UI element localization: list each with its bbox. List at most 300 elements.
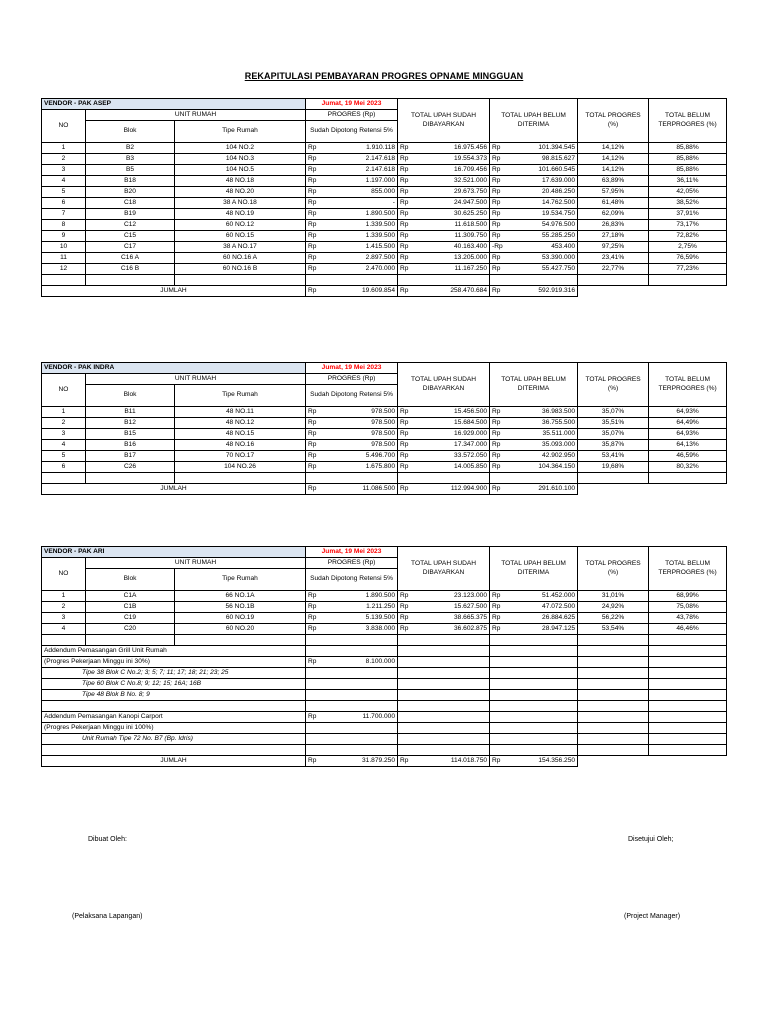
row-total-sudah: 16.929.000 — [413, 429, 490, 440]
row-progres: 978.500 — [321, 429, 398, 440]
page-title: REKAPITULASI PEMBAYARAN PROGRES OPNAME MINGGUAN — [244, 71, 524, 81]
header-total-progres: TOTAL PROGRES (%) — [578, 99, 649, 143]
rp-label: Rp — [490, 462, 505, 473]
rp-label: Rp — [398, 187, 413, 198]
report-date: Jumat, 19 Mei 2023 — [306, 547, 398, 558]
row-total-belum-progres: 85,88% — [649, 154, 727, 165]
row-total-sudah: 19.554.373 — [413, 154, 490, 165]
jumlah-label: JUMLAH — [42, 484, 306, 495]
rp-label: Rp — [398, 209, 413, 220]
rp-label: Rp — [490, 407, 505, 418]
row-tipe: 48 NO.16 — [175, 440, 306, 451]
row-tipe: 104 NO.5 — [175, 165, 306, 176]
row-total-sudah: 11.618.500 — [413, 220, 490, 231]
header-blok: Blok — [86, 385, 175, 407]
row-total-sudah: 16.975.456 — [413, 143, 490, 154]
row-total-progres: 14,12% — [578, 143, 649, 154]
row-no: 7 — [42, 209, 86, 220]
row-progres: 2.470.000 — [321, 264, 398, 275]
addendum-grill-detail: Tipe 48 Blok B No. 8; 9 — [42, 690, 306, 701]
row-no: 3 — [42, 613, 86, 624]
rp-label: Rp — [306, 712, 321, 723]
rp-label: Rp — [398, 613, 413, 624]
table-row — [42, 613, 727, 624]
row-tipe: 48 NO.11 — [175, 407, 306, 418]
row-total-belum-progres: 37,91% — [649, 209, 727, 220]
row-total-progres: 97,25% — [578, 242, 649, 253]
row-total-belum: 98.815.627 — [505, 154, 578, 165]
jumlah-sudah: 112.994.900 — [413, 484, 490, 495]
rp-label: Rp — [398, 154, 413, 165]
row-total-progres: 22,77% — [578, 264, 649, 275]
rp-label: Rp — [306, 484, 321, 495]
row-total-belum: 26.884.625 — [505, 613, 578, 624]
rp-label: Rp — [306, 220, 321, 231]
header-tipe: Tipe Rumah — [175, 569, 306, 591]
rp-label: Rp — [490, 418, 505, 429]
header-total-sudah: TOTAL UPAH SUDAH DIBAYARKAN — [398, 363, 490, 407]
row-total-sudah: 30.625.250 — [413, 209, 490, 220]
row-total-belum: 54.976.500 — [505, 220, 578, 231]
row-total-belum-progres: 64,93% — [649, 429, 727, 440]
rp-label: Rp — [490, 264, 505, 275]
header-total-belum: TOTAL UPAH BELUM DITERIMA — [490, 99, 578, 143]
row-progres: 2.147.618 — [321, 165, 398, 176]
rp-label: Rp — [306, 242, 321, 253]
row-progres: 1.197.000 — [321, 176, 398, 187]
row-blok: C1B — [86, 602, 175, 613]
row-tipe: 48 NO.20 — [175, 187, 306, 198]
rp-label: Rp — [490, 451, 505, 462]
rp-label: Rp — [398, 602, 413, 613]
row-progres: 1.675.800 — [321, 462, 398, 473]
rp-label: Rp — [398, 143, 413, 154]
header-tipe: Tipe Rumah — [175, 385, 306, 407]
row-progres: 1.339.500 — [321, 220, 398, 231]
rp-label: Rp — [398, 165, 413, 176]
jumlah-belum: 291.610.100 — [505, 484, 578, 495]
rp-label: Rp — [398, 462, 413, 473]
row-total-progres: 19,68% — [578, 462, 649, 473]
row-total-progres: 35,07% — [578, 407, 649, 418]
rp-label: Rp — [490, 591, 505, 602]
row-blok: C26 — [86, 462, 175, 473]
rp-label: -Rp — [490, 242, 505, 253]
vendor-rows — [42, 143, 727, 275]
row-total-belum: 20.486.250 — [505, 187, 578, 198]
rp-label: Rp — [306, 602, 321, 613]
jumlah-sudah: 258.470.684 — [413, 286, 490, 297]
header-blok: Blok — [86, 569, 175, 591]
rp-label: Rp — [398, 198, 413, 209]
rp-label: Rp — [398, 231, 413, 242]
rp-label: Rp — [490, 165, 505, 176]
rp-label: Rp — [398, 451, 413, 462]
row-total-belum: 101.660.545 — [505, 165, 578, 176]
row-progres: 3.838.000 — [321, 624, 398, 635]
row-no: 8 — [42, 220, 86, 231]
row-tipe: 48 NO.18 — [175, 176, 306, 187]
row-total-sudah: 15.627.500 — [413, 602, 490, 613]
addendum-grill-title: Addendum Pemasangan Grill Unit Rumah — [42, 646, 306, 657]
row-progres: 978.500 — [321, 440, 398, 451]
rp-label: Rp — [398, 440, 413, 451]
table-row — [42, 602, 727, 613]
row-total-sudah: 15.456.500 — [413, 407, 490, 418]
header-no: NO — [42, 374, 86, 407]
header-unit-rumah: UNIT RUMAH — [86, 558, 306, 569]
row-total-progres: 35,07% — [578, 429, 649, 440]
report-date: Jumat, 19 Mei 2023 — [306, 99, 398, 110]
header-no: NO — [42, 110, 86, 143]
row-blok: C1A — [86, 591, 175, 602]
row-total-belum-progres: 42,05% — [649, 187, 727, 198]
rp-label: Rp — [306, 187, 321, 198]
row-total-sudah: 24.947.500 — [413, 198, 490, 209]
rp-label: Rp — [398, 591, 413, 602]
header-unit-rumah: UNIT RUMAH — [86, 374, 306, 385]
row-progres: 978.500 — [321, 407, 398, 418]
row-total-belum: 36.755.500 — [505, 418, 578, 429]
row-blok: C16 A — [86, 253, 175, 264]
row-progres: 1.415.500 — [321, 242, 398, 253]
row-total-sudah: 15.684.500 — [413, 418, 490, 429]
rp-label: Rp — [398, 264, 413, 275]
row-blok: B15 — [86, 429, 175, 440]
rp-label: Rp — [490, 613, 505, 624]
row-total-progres: 14,12% — [578, 154, 649, 165]
row-total-progres: 61,48% — [578, 198, 649, 209]
row-no: 11 — [42, 253, 86, 264]
signature-project-manager: (Project Manager) — [624, 913, 681, 920]
row-total-belum-progres: 38,52% — [649, 198, 727, 209]
row-tipe: 48 NO.12 — [175, 418, 306, 429]
rp-label: Rp — [306, 756, 321, 767]
header-total-sudah: TOTAL UPAH SUDAH DIBAYARKAN — [398, 99, 490, 143]
addendum-grill-progress: (Progres Pekerjaan Minggu ini 30%) — [42, 657, 306, 668]
rp-label: Rp — [490, 176, 505, 187]
row-total-belum: 19.534.750 — [505, 209, 578, 220]
rp-label: Rp — [490, 209, 505, 220]
header-total-belum: TOTAL UPAH BELUM DITERIMA — [490, 363, 578, 407]
table-row — [42, 451, 727, 462]
table-row — [42, 264, 727, 275]
rp-label: Rp — [306, 165, 321, 176]
table-row — [42, 187, 727, 198]
rp-label: Rp — [306, 253, 321, 264]
rp-label: Rp — [306, 198, 321, 209]
rp-label: Rp — [398, 418, 413, 429]
row-total-belum: 35.093.000 — [505, 440, 578, 451]
row-total-belum: 104.364.150 — [505, 462, 578, 473]
rp-label: Rp — [398, 220, 413, 231]
rp-label: Rp — [306, 264, 321, 275]
rp-label: Rp — [306, 591, 321, 602]
rp-label: Rp — [398, 429, 413, 440]
row-total-belum-progres: 77,23% — [649, 264, 727, 275]
row-blok: C19 — [86, 613, 175, 624]
row-blok: C18 — [86, 198, 175, 209]
row-blok: B3 — [86, 154, 175, 165]
row-no: 5 — [42, 187, 86, 198]
row-total-belum-progres: 64,93% — [649, 407, 727, 418]
row-total-belum-progres: 85,88% — [649, 143, 727, 154]
table-row — [42, 242, 727, 253]
row-tipe: 104 NO.26 — [175, 462, 306, 473]
row-total-belum-progres: 75,08% — [649, 602, 727, 613]
jumlah-progres: 19.609.854 — [321, 286, 398, 297]
row-no: 2 — [42, 602, 86, 613]
rp-label: Rp — [306, 451, 321, 462]
vendor-rows — [42, 591, 727, 635]
row-total-progres: 14,12% — [578, 165, 649, 176]
signature-dibuat: Dibuat Oleh: — [88, 836, 127, 843]
row-no: 4 — [42, 624, 86, 635]
rp-label: Rp — [398, 253, 413, 264]
rp-label: Rp — [398, 286, 413, 297]
row-total-belum: 55.427.750 — [505, 264, 578, 275]
row-progres: 5.139.500 — [321, 613, 398, 624]
row-no: 1 — [42, 591, 86, 602]
row-blok: B16 — [86, 440, 175, 451]
rp-label: Rp — [306, 418, 321, 429]
row-total-belum-progres: 68,99% — [649, 591, 727, 602]
rp-label: Rp — [306, 209, 321, 220]
header-total-belum-progres: TOTAL BELUM TERPROGRES (%) — [649, 363, 727, 407]
rp-label: Rp — [306, 462, 321, 473]
rp-label: Rp — [306, 286, 321, 297]
rp-label: Rp — [306, 407, 321, 418]
jumlah-label: JUMLAH — [42, 756, 306, 767]
table-row — [42, 154, 727, 165]
row-no: 3 — [42, 429, 86, 440]
row-total-belum-progres: 80,32% — [649, 462, 727, 473]
row-tipe: 60 NO.20 — [175, 624, 306, 635]
header-progres: PROGRES (Rp) — [306, 374, 398, 385]
row-blok: C15 — [86, 231, 175, 242]
jumlah-progres: 31.879.250 — [321, 756, 398, 767]
rp-label: Rp — [490, 231, 505, 242]
rp-label: Rp — [490, 143, 505, 154]
row-total-progres: 57,95% — [578, 187, 649, 198]
vendor-table-asep — [41, 98, 727, 297]
header-total-belum-progres: TOTAL BELUM TERPROGRES (%) — [649, 99, 727, 143]
row-tipe: 70 NO.17 — [175, 451, 306, 462]
row-total-belum: 51.452.000 — [505, 591, 578, 602]
rp-label: Rp — [490, 154, 505, 165]
row-blok: B17 — [86, 451, 175, 462]
row-progres: - — [321, 198, 398, 209]
rp-label: Rp — [490, 440, 505, 451]
rp-label: Rp — [306, 613, 321, 624]
jumlah-progres: 11.086.500 — [321, 484, 398, 495]
jumlah-belum: 154.356.250 — [505, 756, 578, 767]
rp-label: Rp — [490, 624, 505, 635]
row-total-sudah: 33.572.050 — [413, 451, 490, 462]
row-tipe: 66 NO.1A — [175, 591, 306, 602]
row-no: 4 — [42, 176, 86, 187]
row-total-belum-progres: 64,13% — [649, 440, 727, 451]
addendum-grill-detail: Tipe 60 Blok C No.8; 9; 12; 15; 16A; 16B — [42, 679, 306, 690]
rp-label: Rp — [306, 657, 321, 668]
row-no: 2 — [42, 418, 86, 429]
rp-label: Rp — [398, 407, 413, 418]
vendor-table-ari — [41, 546, 727, 767]
row-total-belum-progres: 64,49% — [649, 418, 727, 429]
table-row — [42, 209, 727, 220]
row-total-progres: 35,87% — [578, 440, 649, 451]
row-total-sudah: 13.205.000 — [413, 253, 490, 264]
row-progres: 1.211.250 — [321, 602, 398, 613]
header-total-progres: TOTAL PROGRES (%) — [578, 363, 649, 407]
header-total-progres: TOTAL PROGRES (%) — [578, 547, 649, 591]
row-total-progres: 63,89% — [578, 176, 649, 187]
row-total-sudah: 17.347.000 — [413, 440, 490, 451]
vendor-table-indra — [41, 362, 727, 495]
table-row — [42, 253, 727, 264]
rp-label: Rp — [398, 484, 413, 495]
table-row — [42, 462, 727, 473]
rp-label: Rp — [490, 187, 505, 198]
row-tipe: 60 NO.16 B — [175, 264, 306, 275]
header-no: NO — [42, 558, 86, 591]
row-total-sudah: 29.673.750 — [413, 187, 490, 198]
row-tipe: 38 A NO.17 — [175, 242, 306, 253]
row-blok: C12 — [86, 220, 175, 231]
rp-label: Rp — [490, 253, 505, 264]
header-unit-rumah: UNIT RUMAH — [86, 110, 306, 121]
row-total-progres: 62,09% — [578, 209, 649, 220]
row-total-belum: 28.947.125 — [505, 624, 578, 635]
row-total-belum: 42.902.950 — [505, 451, 578, 462]
row-no: 12 — [42, 264, 86, 275]
row-blok: B19 — [86, 209, 175, 220]
rp-label: Rp — [490, 286, 505, 297]
row-tipe: 60 NO.19 — [175, 613, 306, 624]
rp-label: Rp — [306, 143, 321, 154]
row-total-belum: 17.639.000 — [505, 176, 578, 187]
vendor-name: VENDOR - PAK INDRA — [42, 363, 306, 374]
row-total-belum-progres: 36,11% — [649, 176, 727, 187]
vendor-name: VENDOR - PAK ARI — [42, 547, 306, 558]
rp-label: Rp — [398, 624, 413, 635]
rp-label: Rp — [306, 624, 321, 635]
rp-label: Rp — [490, 429, 505, 440]
rp-label: Rp — [306, 429, 321, 440]
rp-label: Rp — [490, 198, 505, 209]
row-total-belum: 453.400 — [505, 242, 578, 253]
row-tipe: 60 NO.12 — [175, 220, 306, 231]
row-total-belum: 14.762.500 — [505, 198, 578, 209]
row-no: 10 — [42, 242, 86, 253]
row-total-belum-progres: 72,82% — [649, 231, 727, 242]
rp-label: Rp — [306, 154, 321, 165]
row-total-belum-progres: 46,59% — [649, 451, 727, 462]
row-blok: B11 — [86, 407, 175, 418]
addendum-kanopi-amount: 11.700.000 — [321, 712, 398, 723]
row-total-progres: 35,51% — [578, 418, 649, 429]
row-total-belum: 35.511.000 — [505, 429, 578, 440]
row-total-progres: 53,41% — [578, 451, 649, 462]
row-total-belum-progres: 2,75% — [649, 242, 727, 253]
row-blok: B2 — [86, 143, 175, 154]
vendor-name: VENDOR - PAK ASEP — [42, 99, 306, 110]
table-row — [42, 624, 727, 635]
row-tipe: 48 NO.15 — [175, 429, 306, 440]
header-total-sudah: TOTAL UPAH SUDAH DIBAYARKAN — [398, 547, 490, 591]
table-row — [42, 440, 727, 451]
rp-label: Rp — [398, 242, 413, 253]
header-blok: Blok — [86, 121, 175, 143]
header-progres: PROGRES (Rp) — [306, 558, 398, 569]
row-total-belum: 55.285.250 — [505, 231, 578, 242]
header-sudah-dipotong: Sudah Dipotong Retensi 5% — [306, 121, 398, 143]
row-total-sudah: 23.123.000 — [413, 591, 490, 602]
table-row — [42, 220, 727, 231]
row-blok: B20 — [86, 187, 175, 198]
rp-label: Rp — [490, 220, 505, 231]
header-sudah-dipotong: Sudah Dipotong Retensi 5% — [306, 569, 398, 591]
row-total-sudah: 11.167.250 — [413, 264, 490, 275]
row-no: 1 — [42, 407, 86, 418]
table-row — [42, 176, 727, 187]
vendor-rows — [42, 407, 727, 473]
addendum-kanopi-progress: (Progres Pekerjaan Minggu ini 100%) — [42, 723, 306, 734]
row-total-belum: 101.394.545 — [505, 143, 578, 154]
header-tipe: Tipe Rumah — [175, 121, 306, 143]
row-total-sudah: 14.005.850 — [413, 462, 490, 473]
rp-label: Rp — [490, 602, 505, 613]
row-total-belum-progres: 73,17% — [649, 220, 727, 231]
row-total-belum-progres: 76,59% — [649, 253, 727, 264]
row-total-progres: 27,18% — [578, 231, 649, 242]
row-tipe: 38 A NO.18 — [175, 198, 306, 209]
row-total-sudah: 38.665.375 — [413, 613, 490, 624]
jumlah-label: JUMLAH — [42, 286, 306, 297]
row-total-sudah: 36.602.875 — [413, 624, 490, 635]
addendum-kanopi-title: Addendum Pemasangan Kanopi Carport — [42, 712, 306, 723]
row-no: 1 — [42, 143, 86, 154]
row-progres: 1.910.118 — [321, 143, 398, 154]
row-total-sudah: 11.309.750 — [413, 231, 490, 242]
table-row — [42, 165, 727, 176]
header-total-belum: TOTAL UPAH BELUM DITERIMA — [490, 547, 578, 591]
rp-label: Rp — [306, 176, 321, 187]
table-row — [42, 591, 727, 602]
signature-pelaksana: (Pelaksana Lapangan) — [72, 913, 143, 920]
addendum-grill-amount: 8.100.000 — [321, 657, 398, 668]
row-tipe: 56 NO.1B — [175, 602, 306, 613]
signature-disetujui: Disetujui Oleh; — [628, 836, 674, 843]
row-total-progres: 24,92% — [578, 602, 649, 613]
row-total-sudah: 16.709.456 — [413, 165, 490, 176]
row-progres: 978.500 — [321, 418, 398, 429]
row-tipe: 104 NO.3 — [175, 154, 306, 165]
row-progres: 1.339.500 — [321, 231, 398, 242]
row-total-belum-progres: 46,46% — [649, 624, 727, 635]
table-row — [42, 429, 727, 440]
jumlah-belum: 592.919.316 — [505, 286, 578, 297]
row-no: 6 — [42, 462, 86, 473]
rp-label: Rp — [398, 176, 413, 187]
row-total-progres: 56,22% — [578, 613, 649, 624]
row-total-sudah: 40.163.400 — [413, 242, 490, 253]
table-row — [42, 231, 727, 242]
row-tipe: 60 NO.16 A — [175, 253, 306, 264]
table-row — [42, 198, 727, 209]
row-total-progres: 26,83% — [578, 220, 649, 231]
row-total-belum-progres: 43,78% — [649, 613, 727, 624]
